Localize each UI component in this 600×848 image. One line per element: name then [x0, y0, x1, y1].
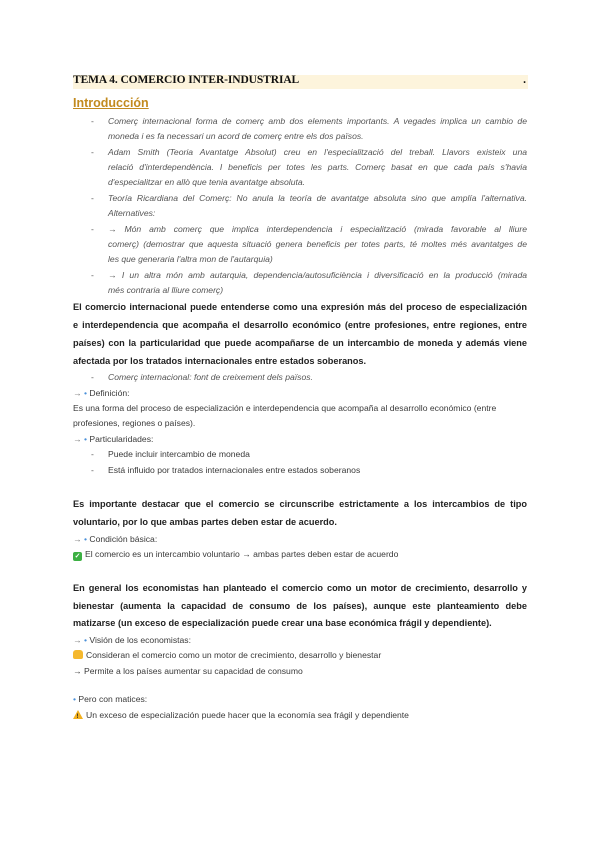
list-dash: -	[91, 116, 94, 126]
title-dot: .	[523, 74, 526, 86]
list-item: Está influido por tratados internacionales entre estados soberanos	[108, 465, 361, 475]
definition-label-row	[73, 387, 130, 399]
matices-text: Un exceso de especialización puede hacer que la economía sea frágil y dependiente	[86, 710, 409, 720]
paragraph-line: bienestar (aumenta la capacidad de consumo de los países), aunque este planteamiento debe	[73, 601, 527, 611]
list-item-line: Alternatives:	[108, 208, 156, 218]
list-dash: -	[91, 465, 94, 475]
matices-label-row	[73, 693, 147, 705]
bullet-icon: •	[83, 434, 87, 444]
list-dash: -	[91, 147, 94, 157]
definition-text: profesiones, regiones o países).	[73, 418, 196, 428]
definition-text: Es una forma del proceso de especialización e interdependencia que acompaña al desarrollo económico (entre	[73, 403, 497, 413]
check-icon: ✓	[74, 553, 81, 560]
condicion-text: El comercio es un intercambio voluntario → ambas partes deben estar de acuerdo	[85, 549, 399, 559]
paragraph-line: afectada por los tratados internacionales entre estados soberanos.	[73, 356, 367, 366]
condicion-label-row	[73, 533, 157, 545]
bullet-icon: •	[73, 694, 77, 704]
bullet-icon: •	[83, 635, 87, 645]
condicion-row	[73, 548, 398, 561]
bullet-icon: •	[83, 388, 87, 398]
arrow-icon: →	[73, 434, 82, 444]
list-item-line: més contraria al lliure comerç)	[108, 285, 224, 295]
paragraph-line: El comercio internacional puede entenderse como una expresión más del proceso de especialización	[73, 302, 527, 312]
list-item-line: Comerç internacional forma de comerç amb dos elements importants. A vegades implica un cambio de	[108, 116, 527, 126]
paragraph-line: matizarse (un exceso de especialización puede crear una base económica frágil y dependiente).	[73, 618, 492, 628]
warning-icon	[73, 710, 83, 719]
paragraph-line: países) con la particularidad que puede acompañarse de un intercambio de moneda y además viene	[73, 338, 527, 348]
paragraph-line: e interdependencia que acompaña el desarrollo económico (entre profesiones, entre regiones, entre	[73, 320, 527, 330]
particularidades-label: Particularidades:	[89, 434, 154, 444]
list-item: Puede incluir intercambio de moneda	[108, 449, 250, 459]
list-dash: -	[91, 270, 94, 280]
list-dash: -	[91, 449, 94, 459]
list-item-line: moneda i es fa necessari un acord de comerç entre els dos països.	[108, 131, 364, 141]
arrow-icon: →	[73, 388, 82, 398]
arrow-icon: →	[73, 635, 82, 645]
vision-line-2: → Permite a los países aumentar su capacidad de consumo	[73, 666, 303, 676]
section-heading: Introducción	[73, 96, 149, 110]
condicion-label: Condición básica:	[89, 534, 158, 544]
paragraph-line: Es importante destacar que el comercio se circunscribe estrictamente a los intercambios de tipo	[73, 499, 527, 509]
list-dash: -	[91, 193, 94, 203]
vision-row	[73, 649, 381, 661]
list-item-line: Teoría Ricardiana del Comerç: No anula la teoría de avantatge absoluta sino que amplía l'alternativa.	[108, 193, 527, 203]
bullet-icon: •	[83, 534, 87, 544]
list-dash: -	[91, 224, 94, 234]
vision-line-1: Consideran el comercio como un motor de crecimiento, desarrollo y bienestar	[86, 650, 382, 660]
paragraph-line: voluntario, por lo que ambas partes deben estar de acuerdo.	[73, 517, 337, 527]
note-line: Comerç internacional: font de creixement dels països.	[108, 372, 313, 382]
title-highlight	[73, 75, 528, 89]
list-item-line: relació d'interdependència. I beneficis per totes les parts. Comerç basat en que cada país s'havia	[108, 162, 527, 172]
thumbs-up-icon	[73, 650, 83, 659]
particularidades-label-row	[73, 433, 153, 445]
list-item-line: comerç) (demostrar que aquesta situació genera beneficis per totes parts, té moltes més avantatges de	[108, 239, 527, 249]
paragraph-line: En general los economistas han planteado el comercio como un motor de crecimiento, desarrollo y	[73, 583, 527, 593]
list-item-line: → Món amb comerç que implica interdependencia i especialització (mirada favorable al lliure	[108, 224, 527, 234]
doc-title: TEMA 4. COMERCIO INTER-INDUSTRIAL	[73, 74, 300, 86]
definition-label: Definición:	[89, 388, 130, 398]
vision-label-row	[73, 634, 191, 646]
matices-row	[73, 709, 409, 721]
list-item-line: → I un altra món amb autarquia, dependencia/autosuficiència i diversificació en la producció (mirada	[108, 270, 527, 280]
matices-label: Pero con matices:	[78, 694, 148, 704]
list-item-line: les que generaria l'altra mon de l'autarquia)	[108, 254, 273, 264]
vision-label: Visión de los economistas:	[89, 635, 191, 645]
list-item-line: Adam Smith (Teoria Avantatge Absolut) creu en l'especialització del treball. Llavors existeix una	[108, 147, 527, 157]
arrow-icon: →	[73, 534, 82, 544]
list-dash: -	[91, 372, 94, 382]
list-item-line: d'especialitzar en allò que tenia avantatge absoluta.	[108, 177, 306, 187]
